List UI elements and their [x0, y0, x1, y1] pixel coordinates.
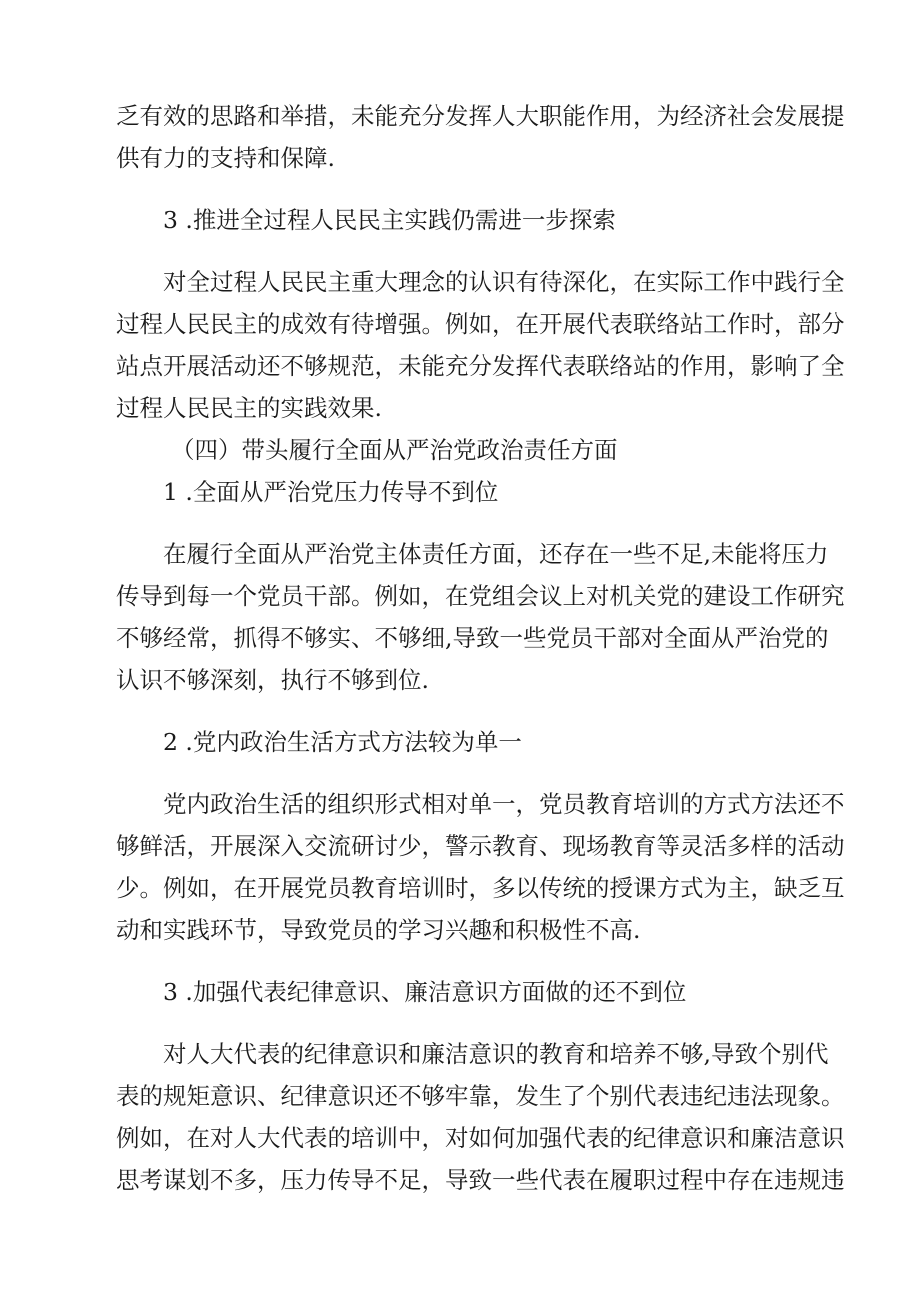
paragraph-line: 对人大代表的纪律意识和廉洁意识的教育和培养不够,导致个别代 [163, 1040, 829, 1068]
document-page [116, 95, 845, 1201]
paragraph-line: 例如，在对人大代表的培训中，对如何加强代表的纪律意识和廉洁意识 [116, 1124, 845, 1152]
paragraph-line: 少。例如，在开展党员教育培训时，多以传统的授课方式为主，缺乏互 [116, 874, 845, 902]
paragraph-democracy [116, 261, 845, 429]
subheading-2-political-life: 2 .党内政治生活方式方法较为单一 [163, 728, 522, 756]
paragraph-line: 供有力的支持和保障. [116, 144, 335, 172]
paragraph-continuation [116, 95, 845, 179]
section-heading-4: （四）带头履行全面从严治党政治责任方面 [171, 436, 618, 464]
subheading-3-discipline: 3 .加强代表纪律意识、廉洁意识方面做的还不到位 [163, 978, 687, 1006]
paragraph-line: 过程人民民主的实践效果. [116, 394, 382, 422]
paragraph-line: 对全过程人民民主重大理念的认识有待深化，在实际工作中践行全 [163, 268, 845, 296]
subheading-1-pressure: 1 .全面从严治党压力传导不到位 [163, 478, 499, 506]
paragraph-line: 站点开展活动还不够规范，未能充分发挥代表联络站的作用，影响了全 [116, 352, 845, 380]
paragraph-line: 动和实践环节，导致党员的学习兴趣和积极性不高. [116, 916, 641, 944]
paragraph-line: 传导到每一个党员干部。例如，在党组会议上对机关党的建设工作研究 [116, 582, 845, 610]
paragraph-line: 够鲜活，开展深入交流研讨少，警示教育、现场教育等灵活多样的活动 [116, 832, 845, 860]
paragraph-line: 思考谋划不多，压力传导不足，导致一些代表在履职过程中存在违规违 [116, 1166, 845, 1194]
paragraph-line: 认识不够深刻，执行不够到位. [116, 666, 429, 694]
paragraph-pressure [116, 533, 845, 701]
paragraph-line: 不够经常，抓得不够实、不够细,导致一些党员干部对全面从严治党的 [116, 624, 829, 652]
paragraph-line: 表的规矩意识、纪律意识还不够牢靠，发生了个别代表违纪违法现象。 [116, 1082, 845, 1110]
paragraph-line: 党内政治生活的组织形式相对单一，党员教育培训的方式方法还不 [163, 790, 845, 818]
paragraph-line: 在履行全面从严治党主体责任方面，还存在一些不足,未能将压力 [163, 540, 829, 568]
paragraph-line: 乏有效的思路和举措，未能充分发挥人大职能作用，为经济社会发展提 [116, 102, 845, 130]
subheading-3-democracy: 3 .推进全过程人民民主实践仍需进一步探索 [163, 206, 616, 234]
paragraph-line: 过程人民民主的成效有待增强。例如，在开展代表联络站工作时，部分 [116, 310, 845, 338]
paragraph-discipline [116, 1033, 845, 1201]
paragraph-political-life [116, 783, 845, 951]
